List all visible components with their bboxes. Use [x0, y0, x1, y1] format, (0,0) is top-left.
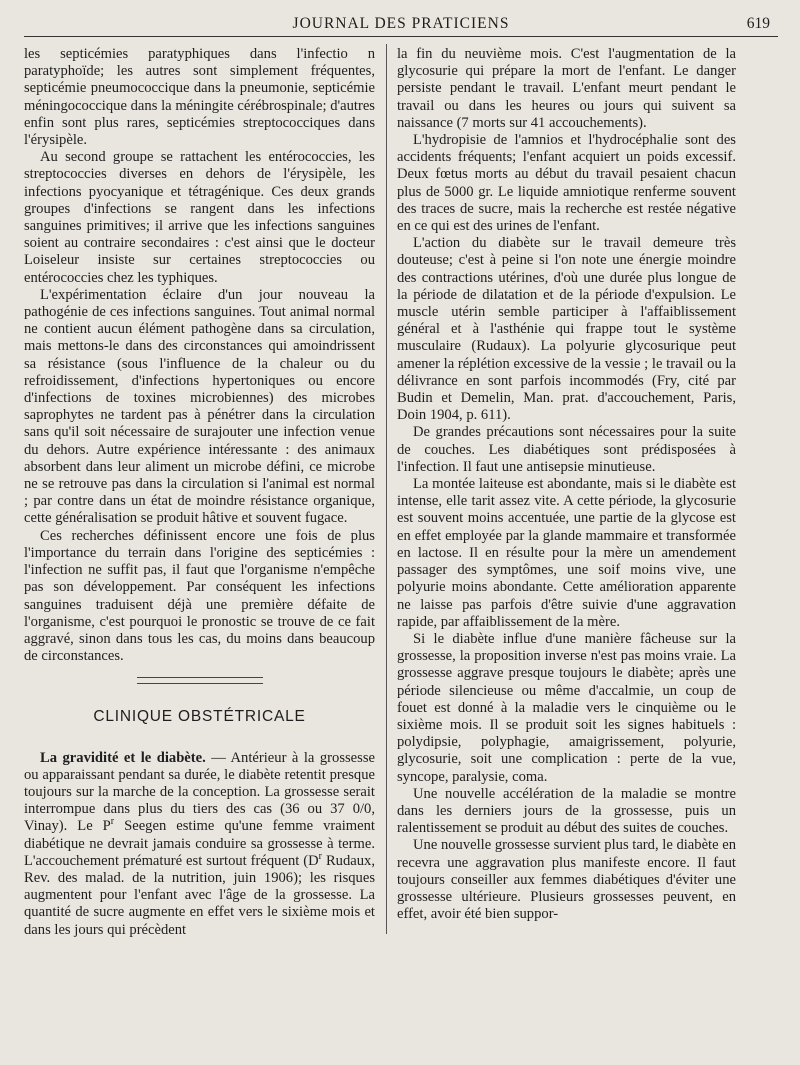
paragraph: Ces recherches définissent encore une fois de plus l'importance du terrain dans l'origine des septicémies : l'infection ne suffit pas, il faut que l'organisme n'empêche pas son développement. Par conséquent les infections sanguines traduisent déjà une première défaite de l'organisme, c'est pourquoi le pronostic se trouve de ce fait aggravé, sinon dans tous les cas, du moins dans beaucoup de circonstances.: [24, 527, 375, 665]
paragraph: Au second groupe se rattachent les entérococcies, les streptococcies diverses en dehors de l'érysipèle, les infections pyocyanique et tétragénique. Ces deux grands groupes d'infections se rangent dans les infections sanguines primitives; il arrive que les infections sanguines soient au contraire secondaires : c'est ainsi que le docteur Loiseleur insiste sur certaines streptococcies ou entérococcies chez les typhiques.: [24, 149, 375, 286]
section-title: CLINIQUE OBSTÉTRICALE: [93, 708, 306, 726]
section-separator: [137, 677, 263, 684]
paragraph: De grandes précautions sont nécessaires pour la suite de couches. Les diabétiques sont prédisposées à l'infection. Il faut une antisepsie minutieuse.: [397, 424, 736, 475]
article-lead: — Antérieur à la grossesse ou apparaissant pendant sa durée, le diabète retentit presque toujours sur la marche de la conception. La grossesse serait interrompue dans plus du tiers des cas (36 ou 37 0/0, Vinay). Le P: [24, 749, 375, 835]
article-text: Seegen estime qu'une femme vraiment diabétique ne devrait jamais conduire sa grossesse à terme. L'accouchement prématuré est surtout fréquent (D: [24, 818, 375, 869]
article-text: Rudaux, Rev. des malad. de la nutrition, juin 1906); les risques augmentent pour l'enfant avec l'âge de la grossesse. La quantité de sucre augmente en effet vers le sixième mois et dans les jours qui précèdent: [24, 852, 375, 938]
paragraph: L'hydropisie de l'amnios et l'hydrocéphalie sont des accidents fréquents; l'enfant acquiert un poids excessif. Deux fœtus morts au début du travail pesaient chacun plus de 5000 gr. Le liquide amniotique renferme souvent des traces de sucre, mais la recherche est restée négative en ce qui est des urines de l'enfant.: [397, 132, 736, 235]
page-number: 619: [746, 15, 770, 32]
superscript: r: [318, 850, 322, 862]
article-paragraph: [24, 750, 375, 939]
paragraph: La montée laiteuse est abondante, mais si le diabète est intense, elle tarit assez vite. A cette période, la glycosurie est souvent moins accentuée, une partie de la glycose est en effet employée par la glande mammaire et transformée en lactose. Il en résulte pour la mère un amendement passager des symptômes, une soif moins vive, une polyurie moins abondante. Cette amélioration apparente ne laisse pas parfois d'être suivie d'une aggravation rapide, par affaiblissement de la mère.: [397, 476, 736, 630]
paragraph: la fin du neuvième mois. C'est l'augmentation de la glycosurie qui prépare la mort de l'enfant. Le danger persiste pendant le travail. L'enfant meurt pendant le travail ou dans les heures ou jours qui suivent sa naissance (7 morts sur 41 accouchements).: [397, 46, 736, 131]
page-header: [24, 14, 778, 37]
paragraph: les septicémies paratyphiques dans l'infectio n paratyphoïde; les autres sont simplement fréquentes, septicémie pneumococcique dans la pneumonie, septicémie méningococcique dans la méningite cérébrospinale; d'autres enfin sont plus rares, septicémies streptococciques dans l'érysipèle.: [24, 46, 375, 149]
running-title: JOURNAL DES PRATICIENS: [292, 15, 510, 32]
paragraph: Si le diabète influe d'une manière fâcheuse sur la grossesse, la proposition inverse n'est pas moins vraie. La grossesse aggrave presque toujours le diabète; après une période silencieuse ou même d'accalmie, un coup de fouet est donné à la maladie vers le cinquième ou le sixième mois. Il se produit soit les signes habituels : polydipsie, polyphagie, amaigrissement, polyurie, glycosurie, soit une complication : perte de la vue, syncope, paralysie, coma.: [397, 630, 736, 785]
left-column: [24, 46, 375, 939]
article-title: La gravidité et le diabète.: [40, 749, 206, 766]
paragraph: L'expérimentation éclaire d'un jour nouveau la pathogénie de ces infections sanguines. Tout animal normal ne contient aucun élément pathogène dans sa circulation, mais mettons-le dans des circonstances qui amoindrissent sa résistance (sous l'influence de la chaleur ou du refroidissement, d'infections hypertoniques ou encore d'infections de toxines microbiennes) des microbes saprophytes ne tardent pas à pénétrer dans la circulation sans qu'il soit nécessaire de surajouter une infection venue du dehors. Autre expérience intéressante : des animaux absorbent dans leur aliment un microbe défini, ce microbe ne se retrouve pas dans la circulation si l'animal est normal ; par contre dans un état de moindre résistance organique, cette généralisation se produit hâtive et souvent fugace.: [24, 286, 375, 527]
superscript: r: [110, 816, 115, 828]
paragraph: Une nouvelle grossesse survient plus tard, le diabète en recevra une aggravation plus manifeste encore. Il faut toujours conseiller aux femmes diabétiques d'éviter une grossesse ultérieure. Plusieurs grossesses peuvent, en effet, avoir été bien suppor-: [397, 837, 737, 923]
paragraph: Une nouvelle accélération de la maladie se montre dans les derniers jours de la grossesse, puis un ralentissement se produit au début des suites de couches.: [397, 785, 736, 837]
right-column: [397, 46, 736, 923]
column-divider: [386, 44, 387, 934]
paragraph: L'action du diabète sur le travail demeure très douteuse; c'est à peine si l'on note une énergie moindre des contractions utérines, d'où une durée plus longue de la période de dilatation et de la période d'expulsion. Le muscle utérin semble participer à l'affaiblissement général et à l'asthénie qui frappe tout le système musculaire (Rudaux). La polyurie glycosurique peut amener la réplétion excessive de la vessie ; le travail ou la délivrance en sont parfois incommodés (Fry, cité par Budin et Demelin, Man. prat. d'accouchement, Paris, Doin 1904, p. 611).: [397, 235, 736, 424]
